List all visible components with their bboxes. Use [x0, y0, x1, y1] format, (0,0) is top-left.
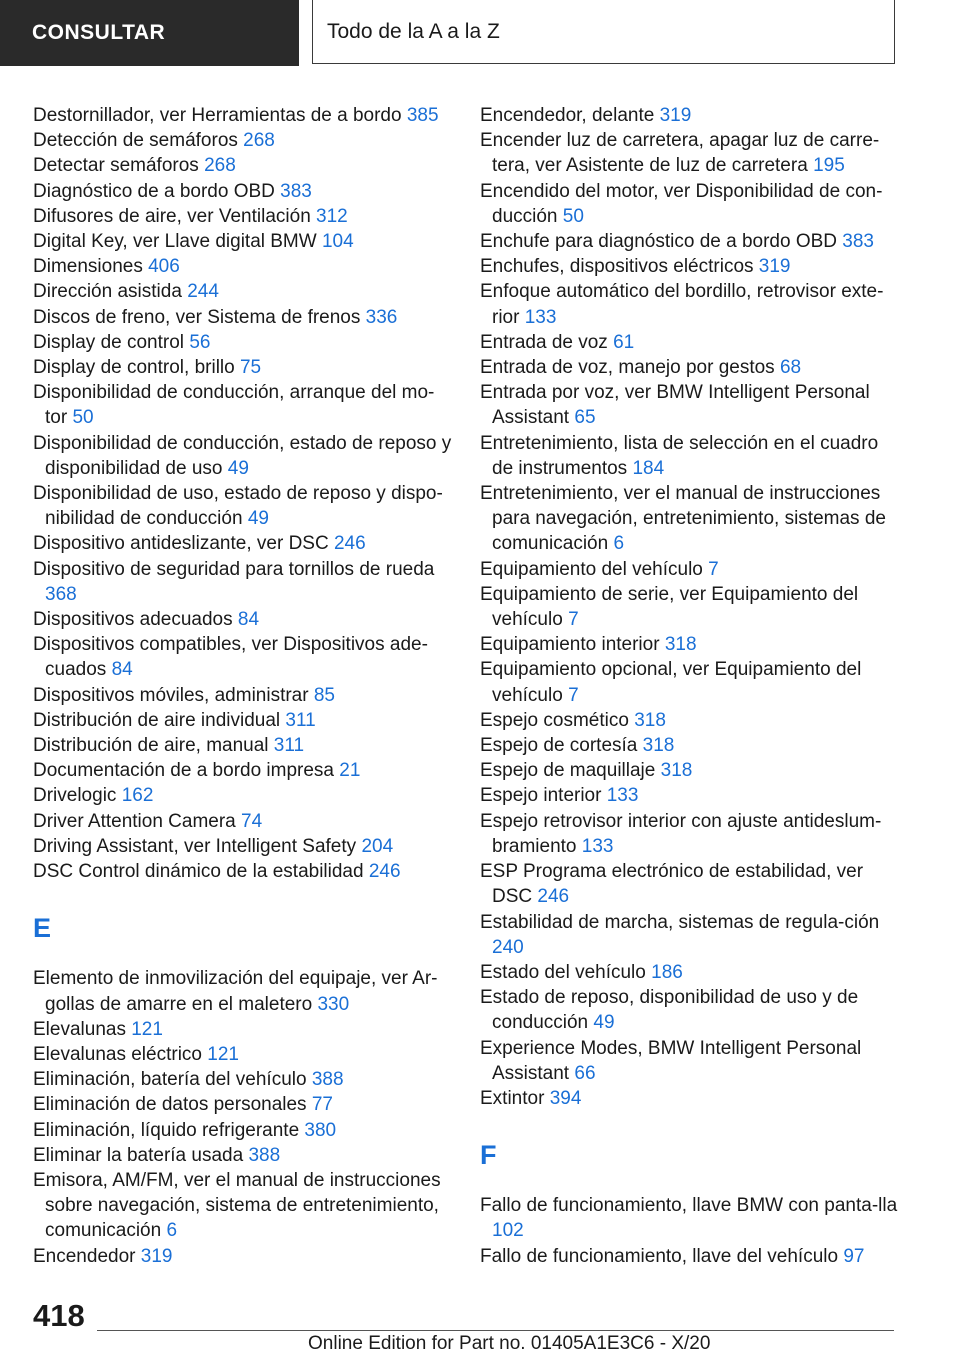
index-page-link[interactable]: 311	[273, 735, 305, 757]
index-entry	[33, 279, 453, 304]
index-page-link[interactable]: 84	[237, 609, 260, 631]
index-entry-term: Equipamiento de serie, ver Equipamiento del vehículo	[480, 583, 859, 631]
index-page-link[interactable]: 383	[842, 231, 874, 253]
index-entry-term: Dispositivos móviles, administrar	[33, 684, 309, 706]
index-page-link[interactable]: 49	[247, 508, 269, 530]
index-entry	[480, 431, 900, 481]
index-page-link[interactable]: 240	[492, 936, 524, 958]
index-page-link[interactable]: 74	[241, 810, 263, 832]
index-entry-term: Fallo de funcionamiento, llave BMW con panta-lla	[480, 1195, 898, 1217]
index-entry-term: Dimensiones	[33, 256, 143, 278]
index-entry	[480, 103, 900, 128]
index-entry	[33, 557, 453, 607]
index-page-link[interactable]: 319	[659, 105, 692, 126]
index-entry	[480, 355, 900, 380]
index-entry	[33, 733, 453, 758]
index-page-link[interactable]: 61	[613, 331, 635, 353]
index-entry	[480, 481, 900, 557]
index-entry	[33, 330, 453, 355]
index-page-link[interactable]: 133	[581, 835, 614, 857]
index-entry-term: Encendido del motor, ver Disponibilidad de con-ducción	[480, 180, 883, 227]
index-entry	[33, 758, 453, 783]
index-letter-heading: F	[480, 1140, 497, 1171]
index-page-link[interactable]: 388	[248, 1144, 281, 1166]
index-entry	[33, 1092, 453, 1117]
index-entry	[33, 531, 453, 556]
index-entry	[480, 1244, 900, 1269]
index-page-link[interactable]: 204	[361, 835, 394, 857]
index-entry-term: Digital Key, ver Llave digital BMW	[33, 231, 317, 253]
index-entry	[33, 179, 453, 204]
index-entry-term: Difusores de aire, ver Ventilación	[33, 205, 311, 227]
index-entry-term: Display de control, brillo	[33, 357, 235, 379]
index-entry	[480, 254, 900, 279]
index-entry	[33, 153, 453, 178]
index-page-link[interactable]: 406	[148, 256, 180, 278]
index-entry-term: Display de control	[33, 331, 185, 353]
index-entry-term: Elemento de inmovilización del equipaje, ver Ar-gollas de amarre en el maletero	[33, 968, 438, 1015]
index-entry-term: Entrada de voz	[480, 331, 608, 353]
index-entry	[33, 1067, 453, 1092]
index-entry-term: Enchufe para diagnóstico de a bordo OBD	[480, 231, 838, 253]
index-entry-term: Espejo de cortesía	[480, 735, 638, 757]
index-page-link[interactable]: 121	[131, 1018, 163, 1040]
index-entry-term: Enchufes, dispositivos eléctricos	[480, 256, 754, 278]
index-letter-heading: E	[33, 913, 52, 944]
index-column-right	[480, 103, 900, 1269]
index-page-link[interactable]: 268	[204, 155, 236, 177]
index-entry	[33, 683, 453, 708]
index-page-link[interactable]: 6	[166, 1220, 178, 1242]
index-page-link[interactable]: 121	[207, 1043, 239, 1065]
index-entry-term: Encender luz de carretera, apagar luz de carre-tera, ver Asistente de luz de carretera	[480, 130, 880, 177]
index-entry-term: Estado de reposo, disponibilidad de uso y de conducción	[480, 987, 859, 1034]
index-page-link[interactable]: 319	[758, 256, 791, 278]
index-page-link[interactable]: 162	[121, 785, 154, 807]
index-entry-term: Emisora, AM/FM, ver el manual de instrucciones sobre navegación, sistema de entretenimiento, comunicación	[33, 1169, 441, 1242]
index-entry-term: Espejo retrovisor interior con ajuste antideslum-bramiento	[480, 810, 882, 857]
index-entry-term: Detectar semáforos	[33, 155, 199, 177]
index-entry	[480, 708, 900, 733]
index-entry-term: Equipamiento del vehículo	[480, 558, 703, 580]
index-page-link[interactable]: 318	[634, 709, 666, 731]
index-entry	[33, 632, 453, 682]
index-entry	[480, 632, 900, 657]
index-page-link[interactable]: 7	[708, 558, 719, 580]
index-page-link[interactable]: 85	[313, 684, 335, 706]
index-entry-term: Fallo de funcionamiento, llave del vehículo	[480, 1245, 839, 1267]
index-entry	[33, 1244, 453, 1269]
index-entry	[33, 1017, 453, 1042]
index-entry	[480, 809, 900, 859]
index-entry-term: Driver Attention Camera	[33, 810, 236, 832]
index-page-link[interactable]: 77	[311, 1094, 333, 1116]
index-entry-term: Disponibilidad de conducción, estado de reposo y disponibilidad de uso	[33, 432, 452, 479]
index-entry	[480, 380, 900, 430]
section-tab: CONSULTAR	[0, 0, 299, 66]
index-entry-term: Encendedor	[33, 1245, 136, 1267]
index-page-link[interactable]: 385	[406, 105, 439, 126]
index-entry-term: Dispositivo antideslizante, ver DSC	[33, 533, 329, 555]
index-entry	[480, 657, 900, 707]
index-page-link[interactable]: 318	[642, 735, 675, 757]
index-entry	[480, 783, 900, 808]
index-entry	[33, 1118, 453, 1143]
index-entry-term: ESP Programa electrónico de estabilidad, ver DSC	[480, 861, 864, 908]
footer-divider	[97, 1330, 894, 1331]
index-entry	[33, 783, 453, 808]
index-entry-term: DSC Control dinámico de la estabilidad	[33, 861, 364, 883]
index-entry-term: Distribución de aire individual	[33, 709, 281, 731]
index-entry-term: Detección de semáforos	[33, 130, 238, 152]
index-entry	[33, 229, 453, 254]
index-entry-term: Experience Modes, BMW Intelligent Personal Assistant	[480, 1037, 862, 1084]
index-entry-term: Extintor	[480, 1087, 545, 1109]
index-page-link[interactable]: 394	[549, 1087, 582, 1109]
index-entry	[33, 607, 453, 632]
index-entry	[480, 985, 900, 1035]
index-page-link[interactable]: 246	[368, 861, 401, 883]
index-entry	[33, 355, 453, 380]
index-entry	[480, 758, 900, 783]
index-entry	[33, 966, 453, 1016]
index-entry	[33, 431, 453, 481]
index-page-link[interactable]: 186	[651, 961, 683, 983]
index-page-link[interactable]: 6	[613, 533, 625, 555]
index-entry	[33, 380, 453, 430]
index-entry	[480, 1036, 900, 1086]
index-page-link[interactable]: 318	[660, 760, 693, 782]
index-entry	[480, 179, 900, 229]
page-header	[0, 0, 960, 66]
index-entry-term: Distribución de aire, manual	[33, 735, 269, 757]
index-entry	[33, 254, 453, 279]
index-page-link[interactable]: 84	[111, 659, 133, 681]
index-page-link[interactable]: 319	[140, 1245, 173, 1267]
index-page-link[interactable]: 68	[779, 357, 802, 379]
index-entry-term: Drivelogic	[33, 785, 117, 807]
index-entry	[480, 960, 900, 985]
index-page-link[interactable]: 56	[189, 331, 211, 353]
index-entry	[33, 128, 453, 153]
index-entry	[33, 305, 453, 330]
index-column-left	[33, 103, 453, 1269]
index-entry-term: Diagnóstico de a bordo OBD	[33, 180, 275, 202]
index-page-link[interactable]: 50	[562, 205, 584, 227]
index-page-link[interactable]: 336	[365, 306, 398, 328]
index-entry	[33, 834, 453, 859]
index-page-link[interactable]: 133	[524, 306, 557, 328]
edition-footer: Online Edition for Part no. 01405A1E3C6 - X/20	[308, 1333, 711, 1354]
index-page-link[interactable]: 49	[593, 1012, 615, 1034]
index-entry-term: Encendedor, delante	[480, 105, 655, 126]
index-page-link[interactable]: 21	[339, 760, 361, 782]
index-entry-term: Destornillador, ver Herramientas de a bordo	[33, 105, 402, 126]
chapter-title: Todo de la A a la Z	[312, 0, 895, 64]
index-entry	[480, 910, 900, 960]
index-entry	[480, 1086, 900, 1111]
index-entry-term: Disponibilidad de uso, estado de reposo y dispo-nibilidad de conducción	[33, 483, 443, 530]
index-entry	[33, 1168, 453, 1244]
index-page-link[interactable]: 184	[632, 457, 665, 479]
index-page-link[interactable]: 7	[568, 684, 579, 706]
index-entry	[33, 481, 453, 531]
index-entry	[480, 330, 900, 355]
index-page-link[interactable]: 246	[537, 886, 570, 908]
index-entry-term: Eliminación, batería del vehículo	[33, 1069, 307, 1091]
index-page-link[interactable]: 311	[285, 709, 316, 731]
index-entry	[480, 859, 900, 909]
index-page-link[interactable]: 65	[574, 407, 596, 429]
index-page-link[interactable]: 312	[316, 205, 348, 227]
index-entry	[480, 279, 900, 329]
index-entry-term: Espejo cosmético	[480, 709, 629, 731]
index-page-link[interactable]: 383	[280, 180, 312, 202]
index-page-link[interactable]: 380	[304, 1119, 337, 1141]
index-entry-term: Enfoque automático del bordillo, retrovisor exte-rior	[480, 281, 884, 328]
index-entry-term: Elevalunas	[33, 1018, 126, 1040]
index-entry	[480, 557, 900, 582]
index-entry-term: Entrada por voz, ver BMW Intelligent Personal Assistant	[480, 382, 870, 429]
index-page-link[interactable]: 66	[574, 1062, 596, 1084]
index-entry-term: Disponibilidad de conducción, arranque del mo-tor	[33, 382, 435, 429]
index-page-link[interactable]: 330	[317, 993, 350, 1015]
index-entry	[33, 204, 453, 229]
index-page-link[interactable]: 244	[187, 281, 219, 303]
index-entry-term: Equipamiento opcional, ver Equipamiento del vehículo	[480, 659, 862, 706]
index-entry-term: Eliminación de datos personales	[33, 1094, 307, 1116]
index-entry-term: Estabilidad de marcha, sistemas de regula-ción	[480, 911, 880, 933]
index-page-link[interactable]: 49	[227, 457, 249, 479]
index-page-link[interactable]: 318	[664, 634, 697, 656]
index-page-link[interactable]: 104	[321, 231, 354, 253]
index-entry-term: Elevalunas eléctrico	[33, 1043, 202, 1065]
index-page-link[interactable]: 268	[243, 130, 275, 152]
index-entry	[33, 859, 453, 884]
index-entry	[33, 103, 453, 128]
index-entry-term: Espejo de maquillaje	[480, 760, 656, 782]
index-entry-term: Dispositivo de seguridad para tornillos de rueda	[33, 558, 435, 580]
index-entry-term: Eliminar la batería usada	[33, 1144, 244, 1166]
index-entry	[33, 1143, 453, 1168]
index-page-link[interactable]: 7	[568, 609, 579, 631]
index-entry	[33, 708, 453, 733]
index-entry-term: Eliminación, líquido refrigerante	[33, 1119, 300, 1141]
index-entry	[480, 229, 900, 254]
index-entry-term: Driving Assistant, ver Intelligent Safety	[33, 835, 357, 857]
index-entry-term: Dispositivos compatibles, ver Dispositivos ade-cuados	[33, 634, 428, 681]
index-page-link[interactable]: 246	[333, 533, 366, 555]
index-page-link[interactable]: 97	[843, 1245, 865, 1267]
index-page-link[interactable]: 50	[72, 407, 94, 429]
index-page-link[interactable]: 75	[239, 357, 262, 379]
index-page-link[interactable]: 388	[311, 1069, 344, 1091]
index-entry-term: Discos de freno, ver Sistema de frenos	[33, 306, 361, 328]
index-page-link[interactable]: 133	[606, 785, 639, 807]
index-entry-term: Equipamiento interior	[480, 634, 660, 656]
index-entry	[480, 733, 900, 758]
index-entry-term: Entretenimiento, ver el manual de instrucciones para navegación, entretenimiento, sistemas de comunicación	[480, 483, 886, 555]
index-entry-term: Documentación de a bordo impresa	[33, 760, 335, 782]
index-entry	[480, 582, 900, 632]
index-entry	[33, 809, 453, 834]
index-page-link[interactable]: 102	[492, 1220, 524, 1242]
index-entry-term: Estado del vehículo	[480, 961, 646, 983]
index-entry-term: Entretenimiento, lista de selección en el cuadro de instrumentos	[480, 432, 879, 479]
index-page-link[interactable]: 368	[45, 583, 77, 605]
index-entry-term: Entrada de voz, manejo por gestos	[480, 357, 775, 379]
index-entry	[480, 128, 900, 178]
index-entry-term: Dispositivos adecuados	[33, 609, 233, 631]
index-entry-term: Espejo interior	[480, 785, 602, 807]
index-entry	[33, 1042, 453, 1067]
index-page-link[interactable]: 195	[813, 155, 845, 177]
index-entry	[480, 1193, 900, 1243]
page-number: 418	[33, 1298, 85, 1333]
index-entry-term: Dirección asistida	[33, 281, 182, 303]
